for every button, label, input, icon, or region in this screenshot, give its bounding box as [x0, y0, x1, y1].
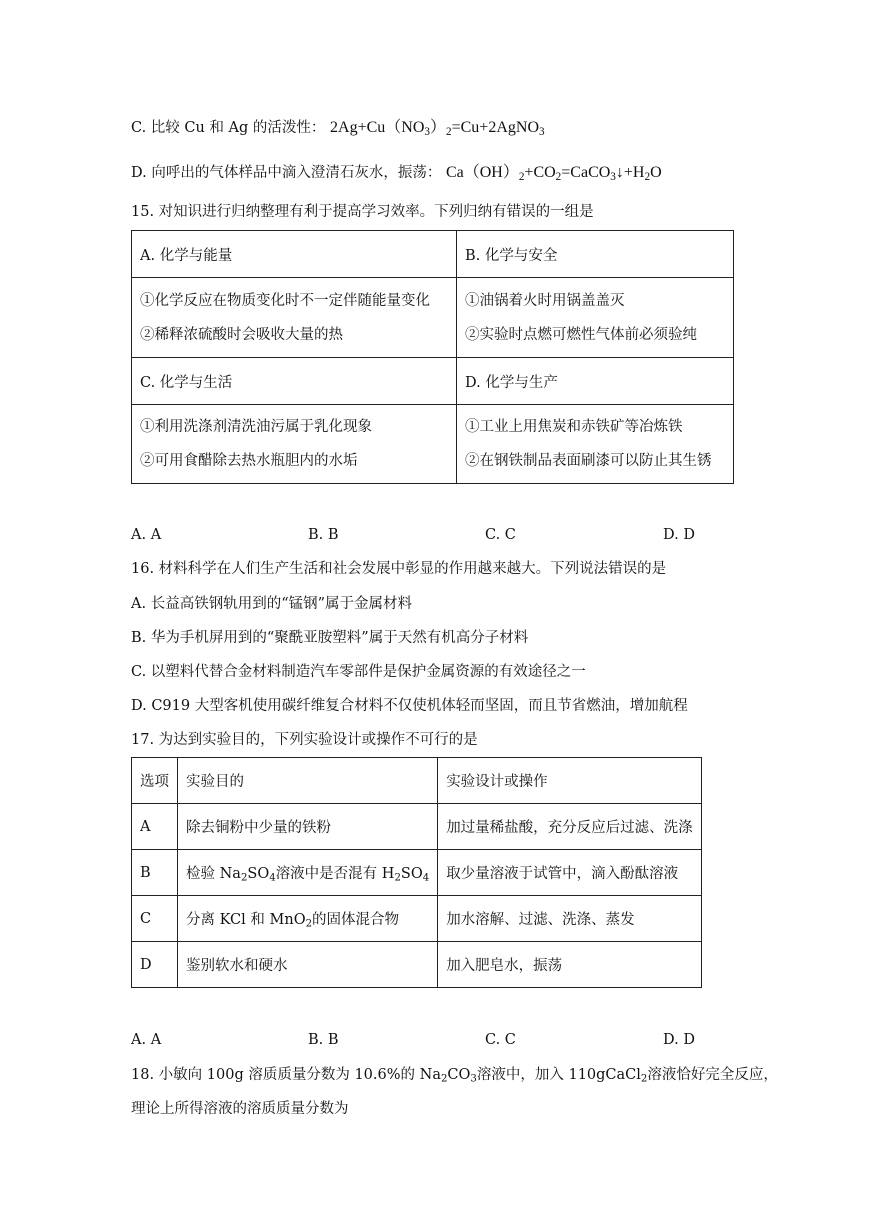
q14-option-d [131, 163, 662, 187]
answer-option-b[interactable]: B. B [308, 527, 339, 543]
row-option: D [132, 942, 178, 988]
option-text: 比较 Cu 和 Ag 的活泼性： [150, 120, 326, 136]
q16-option-d: D. C919 大型客机使用碳纤维复合材料不仅使机体轻而坚固，而且节省燃油，增加航程 [131, 698, 688, 714]
table-row [132, 850, 702, 896]
chemical-equation: $2Ag+Cu(NO_3)_2=Cu+2AgNO_3$ [330, 119, 545, 138]
header-goal: 实验目的 [178, 758, 438, 804]
table-row [132, 942, 702, 988]
q16-option-c: C. 以塑料代替合金材料制造汽车零部件是保护金属资源的有效途径之一 [131, 664, 586, 680]
option-label: C. [131, 120, 147, 136]
answer-option-b[interactable]: B. B [308, 1032, 339, 1048]
header-operation: 实验设计或操作 [438, 758, 702, 804]
header-option: 选项 [132, 758, 178, 804]
row-operation: 加水溶解、过滤、洗涤、蒸发 [438, 896, 702, 942]
answer-option-d[interactable]: D. D [663, 1032, 695, 1048]
row-goal: 除去铜粉中少量的铁粉 [178, 804, 438, 850]
cell-c-items: ①利用洗涤剂清洗油污属于乳化现象 ②可用食醋除去热水瓶胆内的水垢 [132, 405, 457, 484]
row-option: B [132, 850, 178, 896]
row-goal: 鉴别软水和硬水 [178, 942, 438, 988]
table-row [132, 896, 702, 942]
q15-stem: 15. 对知识进行归纳整理有利于提高学习效率。下列归纳有错误的一组是 [131, 204, 594, 220]
cell-a-items: ①化学反应在物质变化时不一定伴随能量变化 ②稀释浓硫酸时会吸收大量的热 [132, 278, 457, 358]
cell-b-head: B. 化学与安全 [457, 231, 734, 278]
q17-experiment-table [131, 757, 702, 988]
answer-option-a[interactable]: A. A [131, 527, 162, 543]
row-goal: 分离 KCl 和 MnO$_2$的固体混合物 [178, 896, 438, 942]
q15-summary-table [131, 230, 734, 484]
answer-option-d[interactable]: D. D [663, 527, 695, 543]
option-label: D. [131, 165, 147, 181]
cell-c-head: C. 化学与生活 [132, 358, 457, 405]
q14-option-c [131, 118, 545, 142]
answer-option-c[interactable]: C. C [485, 1032, 516, 1048]
option-text: 向呼出的气体样品中滴入澄清石灰水，振荡： [151, 165, 442, 181]
cell-a-head: A. 化学与能量 [132, 231, 457, 278]
answer-option-c[interactable]: C. C [485, 527, 516, 543]
q16-option-a: A. 长益高铁钢轨用到的“锰钢”属于金属材料 [131, 596, 413, 612]
cell-d-head: D. 化学与生产 [457, 358, 734, 405]
q16-stem: 16. 材料科学在人们生产生活和社会发展中彰显的作用越来越大。下列说法错误的是 [131, 561, 667, 577]
q18-stem-line2: 理论上所得溶液的溶质质量分数为 [131, 1101, 349, 1117]
q18-stem: 18. 小敏向 100g 溶质质量分数为 10.6%的 $Na_2CO_3$溶液中，加入 110gCaCl$_2$溶液恰好完全反应， [131, 1067, 778, 1085]
cell-b-items: ①油锅着火时用锅盖盖灭 ②实验时点燃可燃性气体前必须验纯 [457, 278, 734, 358]
row-option: A [132, 804, 178, 850]
cell-d-items: ①工业上用焦炭和赤铁矿等冶炼铁 ②在钢铁制品表面刷漆可以防止其生锈 [457, 405, 734, 484]
row-option: C [132, 896, 178, 942]
row-operation: 加入肥皂水，振荡 [438, 942, 702, 988]
q16-option-b: B. 华为手机屏用到的“聚酰亚胺塑料”属于天然有机高分子材料 [131, 630, 529, 646]
row-goal: 检验 $Na_2SO_4$溶液中是否混有 $H_2SO_4$ [178, 850, 438, 896]
row-operation: 取少量溶液于试管中，滴入酚酞溶液 [438, 850, 702, 896]
row-operation: 加过量稀盐酸，充分反应后过滤、洗涤 [438, 804, 702, 850]
q17-stem: 17. 为达到实验目的，下列实验设计或操作不可行的是 [131, 732, 478, 748]
answer-option-a[interactable]: A. A [131, 1032, 162, 1048]
chemical-equation: $Ca(OH)_2+CO_2=CaCO_3↓+H_2O$ [445, 164, 662, 183]
table-row [132, 804, 702, 850]
